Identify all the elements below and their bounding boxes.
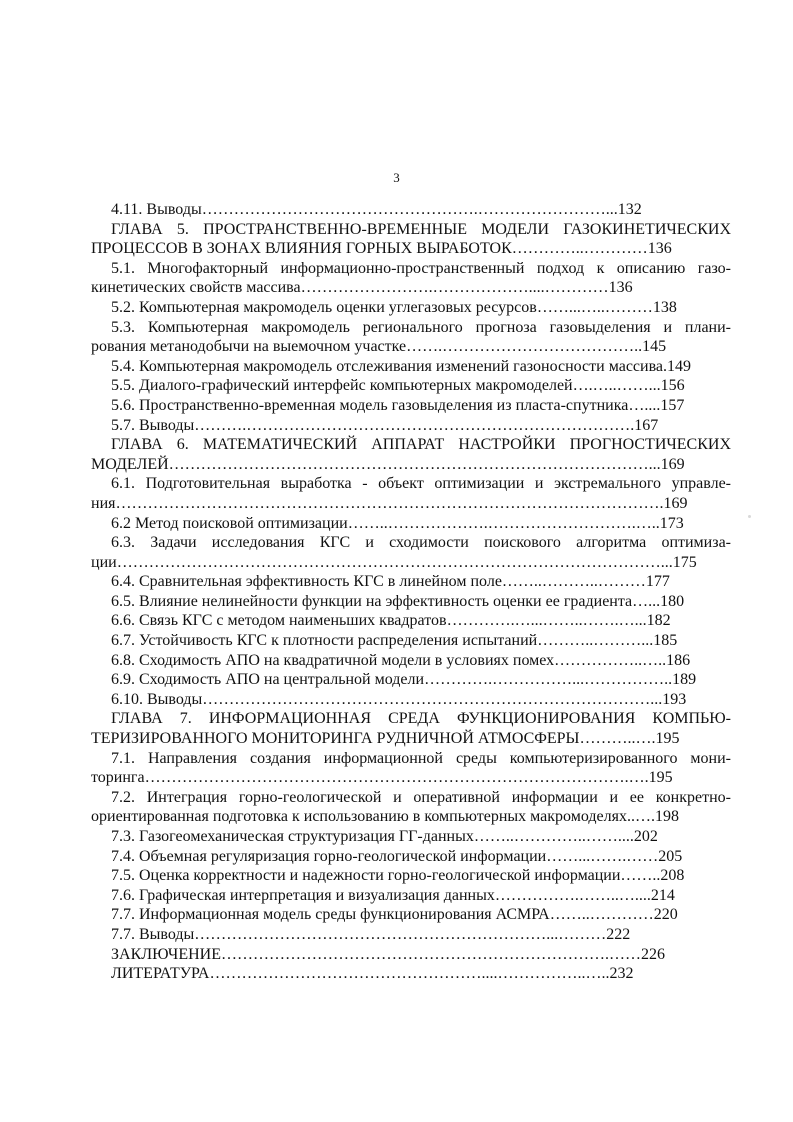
toc-line: 6.4. Сравнительная эффективность КГС в линейном поле……..………..………177	[111, 573, 670, 591]
toc-line: 7.6. Графическая интерпретация и визуализация данных…………….……..…....214	[111, 886, 675, 904]
toc-line: 4.11. Выводы…………………………………………….……………………...132	[111, 201, 642, 218]
toc-line: 7.5. Оценка корректности и надежности горно-геологической информации……..208	[111, 867, 685, 885]
toc-line: 5.5. Диалого-графический интерфейс компьютерных макромоделей….…..……...156	[111, 377, 685, 395]
page-number: 3	[393, 170, 400, 185]
toc-line: 5.3. Компьютерная макромодель регионального прогноза газовыделения и плани-	[111, 318, 731, 336]
toc-line: ГЛАВА 6. МАТЕМАТИЧЕСКИЙ АППАРАТ НАСТРОЙКИ ПРОГНОСТИЧЕСКИХ	[111, 436, 731, 454]
toc-line: ЛИТЕРАТУРА……………………………………………....……………..…..232	[111, 965, 634, 983]
toc-line: 5.6. Пространственно-временная модель газовыделения из пласта-спутника…....157	[111, 396, 685, 414]
toc-line: кинетических свойств массива…………………….………………....…………136	[91, 279, 633, 297]
toc-line: 5.7. Выводы……….……………………………………………………………….167	[111, 416, 659, 434]
toc-line: 7.4. Объемная регуляризация горно-геологической информации……...…….……205	[111, 847, 683, 865]
toc-line: ции…………………………………………………………………………………………...175	[91, 553, 697, 571]
toc-line: 6.10. Выводы…………………………………………………………………………...193	[111, 690, 687, 708]
toc-line: 6.3. Задачи исследования КГС и сходимости поискового алгоритма оптимиза-	[111, 534, 731, 552]
toc-line: ориентированная подготовка к использованию в компьютерных макромоделях..….198	[91, 808, 679, 826]
toc-line: 5.4. Компьютерная макромодель отслеживания изменений газоносности массива.149	[111, 357, 692, 375]
toc-line: 6.6. Связь КГС с методом наименьших квадратов………….…...……..…….…...182	[111, 612, 671, 630]
toc-line: рования метанодобычи на выемочном участке…….………………………………..145	[91, 338, 667, 356]
toc-line: ПРОЦЕССОВ В ЗОНАХ ВЛИЯНИЯ ГОРНЫХ ВЫРАБОТОК…………..…………136	[91, 240, 672, 258]
toc-line: 7.7. Информационная модель среды функционирования АСМРА……..…………220	[111, 906, 678, 924]
toc-line: 5.2. Компьютерная макромодель оценки углегазовых ресурсов……...…..………138	[111, 298, 677, 316]
toc-line: ния………………………………………………………………………………………….169	[91, 494, 688, 512]
toc-line: 7.3. Газогеомеханическая структуризация ГГ-данных……..…………..……....202	[111, 828, 658, 845]
toc-line: 6.2 Метод поисковой оптимизации……..……………….……………………….…..173	[111, 514, 684, 532]
toc-line: 7.1. Направления создания информационной среды компьютеризированного мони-	[111, 749, 731, 767]
scan-speck	[748, 515, 751, 518]
toc-line: МОДЕЛЕЙ………………………………………………………………………………...169	[91, 455, 685, 473]
toc-line: 6.8. Сходимость АПО на квадратичной модели в условиях помех……………..…..186	[111, 651, 691, 669]
toc-line: 6.5. Влияние нелинейности функции на эффективность оценки ее градиента…...180	[111, 592, 685, 610]
toc-line: 6.9. Сходимость АПО на центральной модели………….……………...……………..189	[111, 671, 697, 689]
toc-line: 7.2. Интеграция горно-геологической и оперативной информации и ее конкретно-	[111, 788, 731, 806]
toc-line: 5.1. Многофакторный информационно-пространственный подход к описанию газо-	[111, 259, 731, 277]
toc-line: ГЛАВА 5. ПРОСТРАНСТВЕННО-ВРЕМЕННЫЕ МОДЕЛИ ГАЗОКИНЕТИЧЕСКИХ	[111, 220, 731, 238]
table-of-contents	[91, 200, 731, 984]
toc-line: 7.7. Выводы…………………………………………………………...………222	[111, 925, 631, 943]
toc-line: 6.1. Подготовительная выработка - объект оптимизации и экстремального управле-	[111, 475, 731, 493]
toc-line: ТЕРИЗИРОВАННОГО МОНИТОРИНГА РУДНИЧНОЙ АТМОСФЕРЫ………..….195	[91, 730, 680, 748]
toc-line: ЗАКЛЮЧЕНИЕ……………………………………………………………….……226	[111, 945, 665, 963]
toc-line: торинга……………………………………………………………………………….….195	[91, 769, 673, 787]
toc-line: 6.7. Устойчивость КГС к плотности распределения испытаний………..………...185	[111, 632, 678, 650]
toc-line: ГЛАВА 7. ИНФОРМАЦИОННАЯ СРЕДА ФУНКЦИОНИРОВАНИЯ КОМПЬЮ-	[111, 710, 731, 728]
